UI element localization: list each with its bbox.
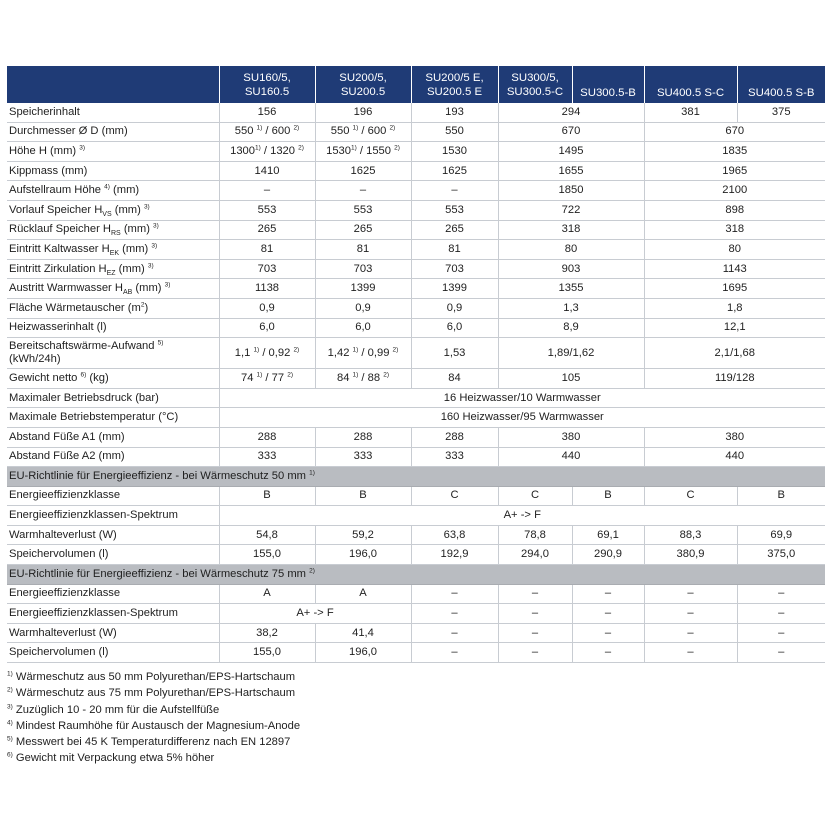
cell: 550 $^{1)}$ / 600 $^{2)}$ xyxy=(315,122,411,142)
row-betriebstemp xyxy=(7,408,825,428)
row-durchmesser xyxy=(7,122,825,142)
row-abstand-a2 xyxy=(7,447,825,467)
row-label: Energieeffizienzklassen-Spektrum xyxy=(7,506,219,526)
cell: – xyxy=(411,623,498,643)
section-heading-75mm xyxy=(7,565,825,585)
cell: 0,9 xyxy=(315,298,411,318)
cell: 550 xyxy=(411,122,498,142)
cell: 318 xyxy=(498,220,644,240)
cell: 1410 xyxy=(219,161,315,181)
row-label: Heizwasserinhalt (l) xyxy=(7,318,219,338)
cell: 155,0 xyxy=(219,545,315,565)
row-label: Fläche Wärmetauscher $(m^2)$ xyxy=(7,298,219,318)
cell: 1625 xyxy=(315,161,411,181)
cell: 440 xyxy=(498,447,644,467)
cell: 1835 xyxy=(644,142,825,162)
cell: 1965 xyxy=(644,161,825,181)
cell: – xyxy=(411,181,498,201)
cell: 294,0 xyxy=(498,545,572,565)
cell: 81 xyxy=(219,240,315,260)
cell: – xyxy=(411,584,498,604)
cell: 440 xyxy=(644,447,825,467)
cell: 1399 xyxy=(411,279,498,299)
cell: 74 $^{1)}$ / 77 $^{2)}$ xyxy=(219,369,315,389)
cell: 553 xyxy=(219,200,315,220)
row-label: Abstand Füße A2 (mm) xyxy=(7,447,219,467)
footnote: $^{1)}$ Wärmeschutz aus 50 mm Polyurethan/EPS-Hartschaum xyxy=(7,670,296,683)
cell: 1850 xyxy=(498,181,644,201)
cell: – xyxy=(644,643,737,663)
header-empty xyxy=(7,66,219,103)
cell: – xyxy=(572,623,644,643)
cell: B xyxy=(572,486,644,506)
cell: 12,1 xyxy=(644,318,825,338)
cell: B xyxy=(315,486,411,506)
cell: 59,2 xyxy=(315,525,411,545)
row-label: Kippmass (mm) xyxy=(7,161,219,181)
row-label: Energieeffizienzklassen-Spektrum xyxy=(7,604,219,624)
cell: 703 xyxy=(219,259,315,279)
row-verlust-75 xyxy=(7,623,825,643)
row-label: Abstand Füße A1 (mm) xyxy=(7,427,219,447)
row-abstand-a1 xyxy=(7,427,825,447)
row-heizwasser xyxy=(7,318,825,338)
row-label: Maximale Betriebstemperatur (°C) xyxy=(7,408,219,428)
cell: – xyxy=(498,643,572,663)
row-label: Austritt Warmwasser $H_{AB}$ (mm) $^{3)}$ xyxy=(7,279,219,299)
row-volumen-50 xyxy=(7,545,825,565)
row-zirkulation xyxy=(7,259,825,279)
cell: 1,42 $^{1)}$ / 0,99 $^{2)}$ xyxy=(315,338,411,369)
row-klasse-75 xyxy=(7,584,825,604)
row-ruecklauf xyxy=(7,220,825,240)
cell: C xyxy=(411,486,498,506)
row-klasse-50 xyxy=(7,486,825,506)
cell: 81 xyxy=(411,240,498,260)
cell: 193 xyxy=(411,103,498,122)
row-label: Energieeffizienzklasse xyxy=(7,584,219,604)
cell: 703 xyxy=(315,259,411,279)
row-label: Speichervolumen (l) xyxy=(7,545,219,565)
cell: 0,9 xyxy=(219,298,315,318)
cell: A xyxy=(219,584,315,604)
cell: – xyxy=(737,643,825,663)
cell: 88,3 xyxy=(644,525,737,545)
cell: 553 xyxy=(315,200,411,220)
cell: 375,0 xyxy=(737,545,825,565)
cell: 553 xyxy=(411,200,498,220)
row-label: Bereitschaftswärme-Aufwand $^{5)}$ (kWh/24h) xyxy=(7,338,219,369)
cell: 1,53 xyxy=(411,338,498,369)
cell: 903 xyxy=(498,259,644,279)
header-su200e: SU200/5 E, SU200.5 E xyxy=(411,66,498,103)
cell: – xyxy=(572,584,644,604)
header-su300b: SU300.5-B xyxy=(572,66,644,103)
cell: 2100 xyxy=(644,181,825,201)
cell: 0,9 xyxy=(411,298,498,318)
cell: 1655 xyxy=(498,161,644,181)
header-su400b: SU400.5 S-B xyxy=(737,66,825,103)
cell: 8,9 xyxy=(498,318,644,338)
row-kaltwasser xyxy=(7,240,825,260)
cell: 333 xyxy=(219,447,315,467)
cell: 119/128 xyxy=(644,369,825,389)
row-label: Eintritt Zirkulation $H_{EZ}$ (mm) $^{3)}$ xyxy=(7,259,219,279)
cell: 288 xyxy=(315,427,411,447)
row-label: Speichervolumen (l) xyxy=(7,643,219,663)
footnote: $^{2)}$ Wärmeschutz aus 75 mm Polyurethan/EPS-Hartschaum xyxy=(7,686,296,700)
cell: – xyxy=(737,623,825,643)
cell: 1,89/1,62 xyxy=(498,338,644,369)
cell: 265 xyxy=(219,220,315,240)
cell: 898 xyxy=(644,200,825,220)
row-label: Höhe H (mm) $^{3)}$ xyxy=(7,142,219,162)
cell: – xyxy=(219,181,315,201)
row-verlust-50 xyxy=(7,525,825,545)
cell: 1,8 xyxy=(644,298,825,318)
cell: 41,4 xyxy=(315,623,411,643)
cell: 54,8 xyxy=(219,525,315,545)
cell: 380 xyxy=(498,427,644,447)
cell: 1530$^{1)}$ / 1550 $^{2)}$ xyxy=(315,142,411,162)
row-gewicht xyxy=(7,369,825,389)
cell: – xyxy=(498,604,572,624)
row-label: Vorlauf Speicher $H_{VS}$ (mm) $^{3)}$ xyxy=(7,200,219,220)
cell: 81 xyxy=(315,240,411,260)
row-speicherinhalt xyxy=(7,103,825,122)
cell: 333 xyxy=(411,447,498,467)
cell: – xyxy=(572,643,644,663)
cell: 381 xyxy=(644,103,737,122)
cell: A+ -> F xyxy=(219,604,411,624)
row-warmwasser xyxy=(7,279,825,299)
footnotes xyxy=(7,669,300,767)
cell: 1138 xyxy=(219,279,315,299)
cell: 1695 xyxy=(644,279,825,299)
cell: 288 xyxy=(219,427,315,447)
spec-table-container xyxy=(7,66,825,663)
footnote: $^{6)}$ Gewicht mit Verpackung etwa 5% höher xyxy=(7,751,215,765)
row-label: Speicherinhalt xyxy=(7,103,219,122)
section-title: EU-Richtlinie für Energieeffizienz - bei Wärmeschutz 50 mm $^{1)}$ xyxy=(7,467,825,487)
cell: 16 Heizwasser/10 Warmwasser xyxy=(219,388,825,408)
section-heading-50mm xyxy=(7,467,825,487)
spec-table xyxy=(7,66,825,663)
cell: C xyxy=(644,486,737,506)
cell: 1625 xyxy=(411,161,498,181)
cell: 69,9 xyxy=(737,525,825,545)
row-label: Durchmesser Ø D (mm) xyxy=(7,122,219,142)
cell: – xyxy=(411,643,498,663)
cell: 1399 xyxy=(315,279,411,299)
cell: 1355 xyxy=(498,279,644,299)
cell: – xyxy=(498,584,572,604)
cell: 2,1/1,68 xyxy=(644,338,825,369)
cell: 294 xyxy=(498,103,644,122)
cell: 80 xyxy=(644,240,825,260)
cell: 78,8 xyxy=(498,525,572,545)
cell: – xyxy=(737,584,825,604)
cell: – xyxy=(644,623,737,643)
cell: A+ -> F xyxy=(219,506,825,526)
cell: – xyxy=(411,604,498,624)
section-title: EU-Richtlinie für Energieeffizienz - bei Wärmeschutz 75 mm $^{2)}$ xyxy=(7,565,825,585)
cell: 160 Heizwasser/95 Warmwasser xyxy=(219,408,825,428)
cell: – xyxy=(644,584,737,604)
row-label: Warmhalteverlust (W) xyxy=(7,525,219,545)
row-label: Gewicht netto $^{6)}$ (kg) xyxy=(7,369,219,389)
row-betriebsdruck xyxy=(7,388,825,408)
cell: 703 xyxy=(411,259,498,279)
footnote: $^{4)}$ Mindest Raumhöhe für Austausch der Magnesium-Anode xyxy=(7,719,301,732)
row-kippmass xyxy=(7,161,825,181)
cell: 670 xyxy=(498,122,644,142)
cell: 722 xyxy=(498,200,644,220)
row-vorlauf xyxy=(7,200,825,220)
cell: 550 $^{1)}$ / 600 $^{2)}$ xyxy=(219,122,315,142)
cell: 156 xyxy=(219,103,315,122)
cell: 196,0 xyxy=(315,545,411,565)
cell: 105 xyxy=(498,369,644,389)
row-flaeche xyxy=(7,298,825,318)
cell: 80 xyxy=(498,240,644,260)
cell: 380 xyxy=(644,427,825,447)
cell: 290,9 xyxy=(572,545,644,565)
cell: – xyxy=(644,604,737,624)
row-label: Aufstellraum Höhe $^{4)}$ (mm) xyxy=(7,181,219,201)
header-row xyxy=(7,66,825,103)
row-spektrum-50 xyxy=(7,506,825,526)
cell: 192,9 xyxy=(411,545,498,565)
row-label: Warmhalteverlust (W) xyxy=(7,623,219,643)
cell: 196 xyxy=(315,103,411,122)
cell: 6,0 xyxy=(315,318,411,338)
row-label: Eintritt Kaltwasser $H_{EK}$ (mm) $^{3)}$ xyxy=(7,240,219,260)
row-aufstellraum xyxy=(7,181,825,201)
cell: C xyxy=(498,486,572,506)
cell: 196,0 xyxy=(315,643,411,663)
cell: 1300$^{1)}$ / 1320 $^{2)}$ xyxy=(219,142,315,162)
cell: 670 xyxy=(644,122,825,142)
row-label: Energieeffizienzklasse xyxy=(7,486,219,506)
cell: 265 xyxy=(411,220,498,240)
cell: 1,3 xyxy=(498,298,644,318)
footnote: $^{5)}$ Messwert bei 45 K Temperaturdifferenz nach EN 12897 xyxy=(7,735,291,749)
cell: – xyxy=(315,181,411,201)
row-bereitschaft xyxy=(7,338,825,369)
cell: 155,0 xyxy=(219,643,315,663)
cell: – xyxy=(572,604,644,624)
header-su160: SU160/5, SU160.5 xyxy=(219,66,315,103)
cell: 265 xyxy=(315,220,411,240)
cell: – xyxy=(498,623,572,643)
cell: 1,1 $^{1)}$ / 0,92 $^{2)}$ xyxy=(219,338,315,369)
cell: 1530 xyxy=(411,142,498,162)
cell: 333 xyxy=(315,447,411,467)
row-label: Maximaler Betriebsdruck (bar) xyxy=(7,388,219,408)
cell: 1495 xyxy=(498,142,644,162)
cell: 69,1 xyxy=(572,525,644,545)
row-hoehe xyxy=(7,142,825,162)
cell: 288 xyxy=(411,427,498,447)
row-spektrum-75 xyxy=(7,604,825,624)
cell: 1143 xyxy=(644,259,825,279)
header-su400c: SU400.5 S-C xyxy=(644,66,737,103)
header-su300c: SU300/5, SU300.5-C xyxy=(498,66,572,103)
cell: 6,0 xyxy=(219,318,315,338)
header-su200: SU200/5, SU200.5 xyxy=(315,66,411,103)
cell: 375 xyxy=(737,103,825,122)
cell: 318 xyxy=(644,220,825,240)
row-label: Rücklauf Speicher $H_{RS}$ (mm) $^{3)}$ xyxy=(7,220,219,240)
cell: A xyxy=(315,584,411,604)
cell: B xyxy=(219,486,315,506)
cell: B xyxy=(737,486,825,506)
row-volumen-75 xyxy=(7,643,825,663)
cell: 380,9 xyxy=(644,545,737,565)
cell: – xyxy=(737,604,825,624)
cell: 6,0 xyxy=(411,318,498,338)
footnote: $^{3)}$ Zuzüglich 10 - 20 mm für die Aufstellfüße xyxy=(7,702,220,716)
cell: 84 $^{1)}$ / 88 $^{2)}$ xyxy=(315,369,411,389)
cell: 38,2 xyxy=(219,623,315,643)
cell: 84 xyxy=(411,369,498,389)
cell: 63,8 xyxy=(411,525,498,545)
